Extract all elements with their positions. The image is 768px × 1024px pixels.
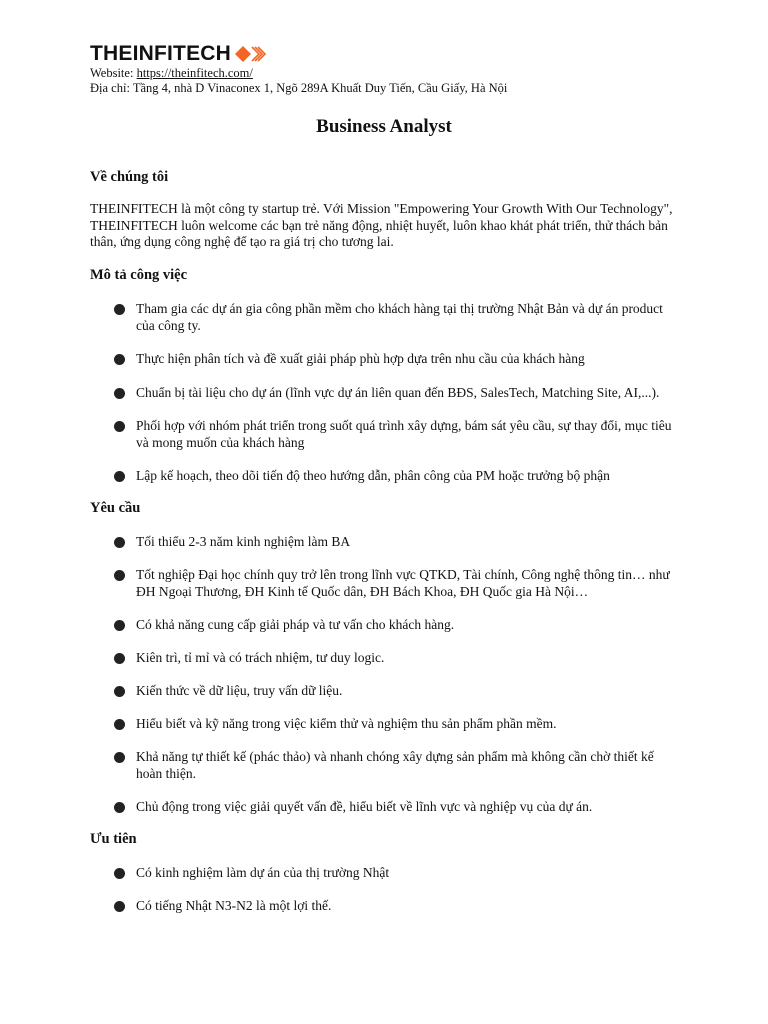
bullet-icon (114, 354, 125, 365)
list-item: Có tiếng Nhật N3-N2 là một lợi thế. (90, 897, 678, 914)
bullet-icon (114, 653, 125, 664)
list-item: Tham gia các dự án gia công phần mềm cho khách hàng tại thị trường Nhật Bản và dự án product của công ty. (90, 300, 678, 334)
company-logo (90, 42, 690, 66)
list-item: Tốt nghiệp Đại học chính quy trở lên trong lĩnh vực QTKD, Tài chính, Công nghệ thông tin… như ĐH Ngoại Thương, ĐH Kinh tế Quốc dân, ĐH Bách Khoa, ĐH Quốc gia Hà Nội… (90, 566, 678, 600)
priority-heading: Ưu tiên (90, 830, 137, 847)
requirements-heading: Yêu cầu (90, 499, 141, 516)
list-item: Hiểu biết và kỹ năng trong việc kiểm thử và nghiệm thu sản phẩm phần mềm. (90, 715, 678, 732)
address-line: Địa chỉ: Tầng 4, nhà D Vinaconex 1, Ngõ 289A Khuất Duy Tiến, Cầu Giấy, Hà Nội (90, 81, 508, 95)
list-item: Có khả năng cung cấp giải pháp và tư vấn cho khách hàng. (90, 616, 678, 633)
document-page (90, 42, 690, 914)
list-item: Chuẩn bị tài liệu cho dự án (lĩnh vực dự án liên quan đến BĐS, SalesTech, Matching Site, AI,...). (90, 384, 678, 401)
bullet-icon (114, 388, 125, 399)
bullet-icon (114, 752, 125, 763)
job-description-list (90, 300, 690, 484)
list-item: Phối hợp với nhóm phát triển trong suốt quá trình xây dựng, bám sát yêu cầu, sự thay đổi, mục tiêu và mong muốn của khách hàng (90, 417, 678, 451)
bullet-icon (114, 802, 125, 813)
brand-diamond-icon (235, 43, 269, 65)
list-item: Tối thiểu 2-3 năm kinh nghiệm làm BA (90, 533, 678, 550)
list-item: Có kinh nghiệm làm dự án của thị trường Nhật (90, 864, 678, 881)
list-item: Kiến thức về dữ liệu, truy vấn dữ liệu. (90, 682, 678, 699)
bullet-icon (114, 537, 125, 548)
website-line (90, 66, 690, 81)
list-item: Kiên trì, tỉ mỉ và có trách nhiệm, tư duy logic. (90, 649, 678, 666)
requirements-list (90, 533, 690, 815)
list-item: Khả năng tự thiết kế (phác thảo) và nhanh chóng xây dựng sản phẩm mà không cần chờ thiết kế hoàn thiện. (90, 748, 678, 782)
document-title: Business Analyst (316, 116, 452, 137)
job-description-heading: Mô tả công việc (90, 266, 188, 283)
bullet-icon (114, 471, 125, 482)
list-item: Lập kế hoạch, theo dõi tiến độ theo hướng dẫn, phân công của PM hoặc trưởng bộ phận (90, 467, 678, 484)
list-item: Chủ động trong việc giải quyết vấn đề, hiểu biết về lĩnh vực và nghiệp vụ của dự án. (90, 798, 678, 815)
list-item: Thực hiện phân tích và đề xuất giải pháp phù hợp dựa trên nhu cầu của khách hàng (90, 350, 678, 367)
website-label: Website: (90, 66, 137, 80)
about-heading: Về chúng tôi (90, 169, 169, 185)
bullet-icon (114, 686, 125, 697)
bullet-icon (114, 868, 125, 879)
bullet-icon (114, 570, 125, 581)
priority-list (90, 864, 690, 914)
bullet-icon (114, 421, 125, 432)
website-link[interactable]: https://theinfitech.com/ (136, 66, 253, 80)
company-name: THEINFITECH (90, 42, 232, 65)
bullet-icon (114, 719, 125, 730)
bullet-icon (114, 901, 125, 912)
bullet-icon (114, 620, 125, 631)
about-paragraph: THEINFITECH là một công ty startup trẻ. Với Mission "Empowering Your Growth With Our Technology", THEINFITECH luôn welcome các bạn trẻ năng động, nhiệt huyết, luôn khao khát phát triển, thử thách bản thân, ứng dụng công nghệ để tạo ra giá trị cho tương lai. (90, 201, 673, 249)
bullet-icon (114, 304, 125, 315)
